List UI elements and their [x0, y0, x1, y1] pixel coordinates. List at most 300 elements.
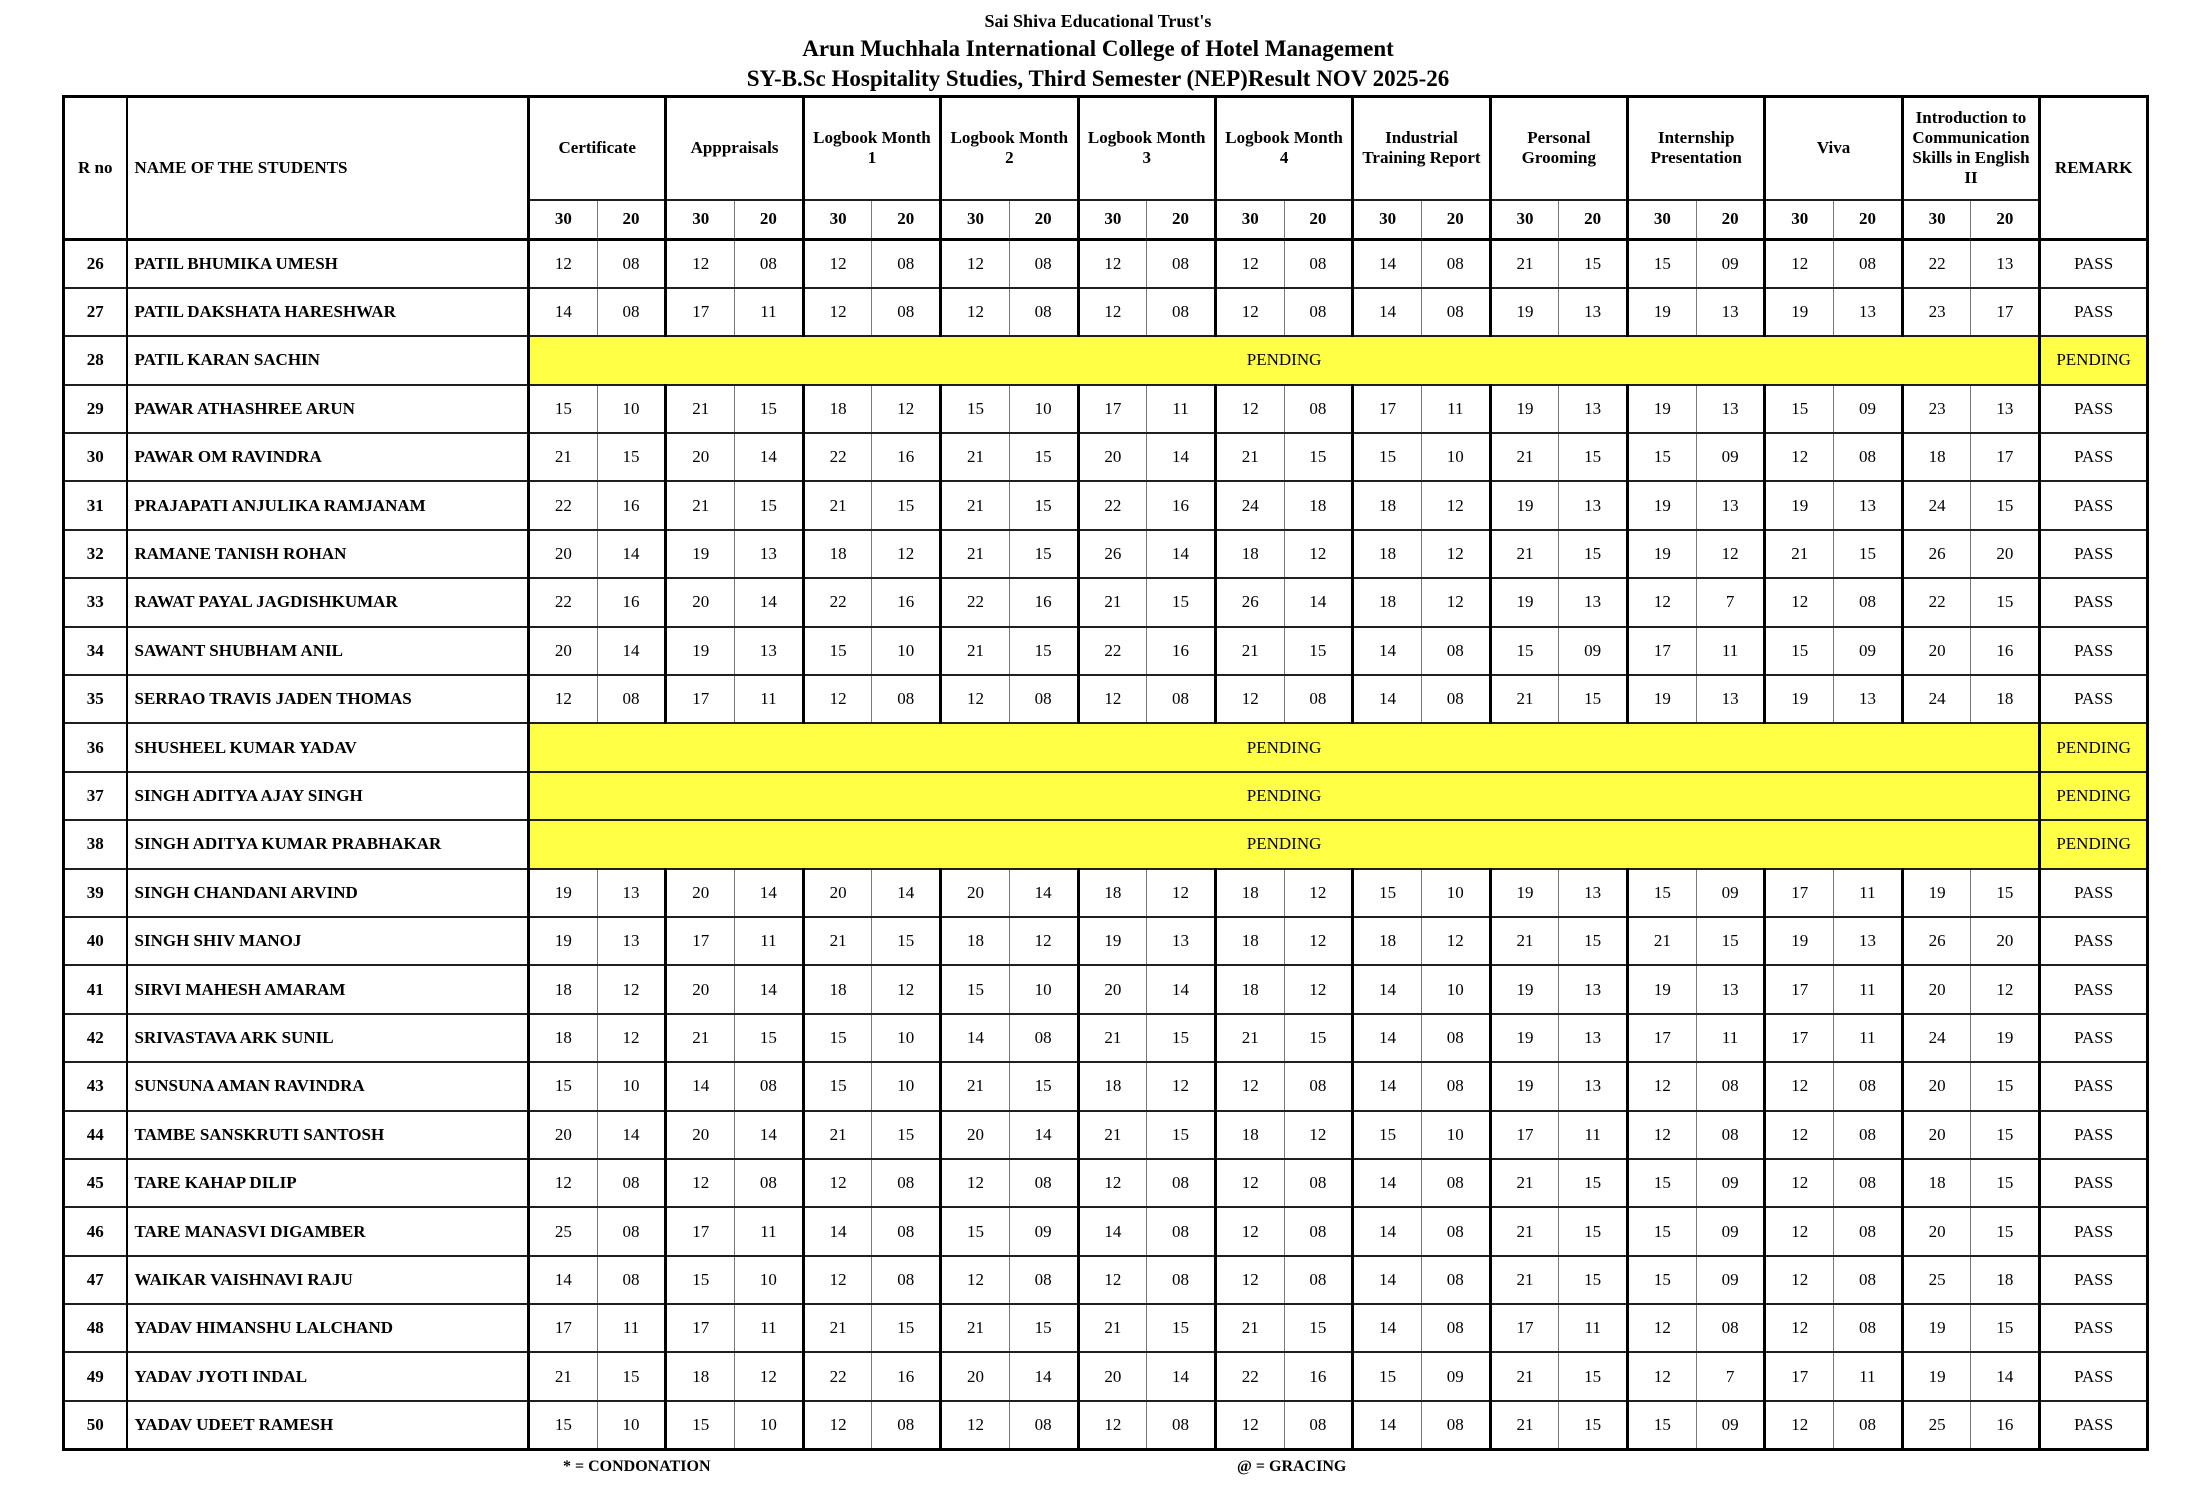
mark-cell: 08 — [1284, 1159, 1353, 1207]
mark-cell: 19 — [1490, 1014, 1559, 1062]
mark-cell: 18 — [1353, 578, 1422, 626]
mark-cell: 15 — [735, 1014, 804, 1062]
mark-cell: 15 — [1628, 869, 1697, 917]
col-header-max-20: 20 — [1284, 200, 1353, 240]
mark-cell: 11 — [1421, 385, 1490, 433]
mark-cell: 15 — [597, 1352, 666, 1400]
mark-cell: 08 — [1834, 433, 1903, 481]
mark-cell: 12 — [1078, 1159, 1147, 1207]
mark-cell: 21 — [666, 481, 735, 529]
mark-cell: 19 — [666, 530, 735, 578]
rno-cell: 28 — [64, 336, 127, 384]
name-cell: PATIL KARAN SACHIN — [127, 336, 529, 384]
col-header-max-20: 20 — [1147, 200, 1216, 240]
mark-cell: 08 — [872, 288, 941, 336]
mark-cell: 08 — [1284, 240, 1353, 288]
mark-cell: 13 — [1696, 965, 1765, 1013]
mark-cell: 11 — [1147, 385, 1216, 433]
mark-cell: 20 — [803, 869, 872, 917]
mark-cell: 12 — [1628, 1304, 1697, 1352]
col-header-max-30: 30 — [1902, 200, 1971, 240]
mark-cell: 21 — [803, 481, 872, 529]
mark-cell: 15 — [1628, 1159, 1697, 1207]
mark-cell: 21 — [803, 1304, 872, 1352]
rno-cell: 35 — [64, 675, 127, 723]
mark-cell: 23 — [1902, 385, 1971, 433]
rno-cell: 47 — [64, 1256, 127, 1304]
table-row — [64, 917, 2148, 965]
mark-cell: 21 — [1490, 1207, 1559, 1255]
rno-cell: 30 — [64, 433, 127, 481]
mark-cell: 24 — [1902, 1014, 1971, 1062]
mark-cell: 19 — [1490, 965, 1559, 1013]
mark-cell: 15 — [1971, 1304, 2040, 1352]
mark-cell: 22 — [1902, 578, 1971, 626]
table-row — [64, 869, 2148, 917]
remark-cell: PASS — [2040, 385, 2148, 433]
mark-cell: 14 — [1353, 288, 1422, 336]
mark-cell: 12 — [1765, 1304, 1834, 1352]
mark-cell: 10 — [872, 1062, 941, 1110]
mark-cell: 21 — [1490, 675, 1559, 723]
mark-cell: 15 — [1147, 1014, 1216, 1062]
mark-cell: 12 — [1421, 530, 1490, 578]
mark-cell: 14 — [1147, 433, 1216, 481]
remark-cell: PASS — [2040, 578, 2148, 626]
mark-cell: 18 — [1215, 1111, 1284, 1159]
col-header-rno: R no — [64, 97, 127, 240]
mark-cell: 12 — [941, 240, 1010, 288]
mark-cell: 12 — [529, 675, 598, 723]
col-header-name: NAME OF THE STUDENTS — [127, 97, 529, 240]
rno-cell: 26 — [64, 240, 127, 288]
col-header-max-20: 20 — [735, 200, 804, 240]
mark-cell: 08 — [1009, 1159, 1078, 1207]
mark-cell: 25 — [1902, 1256, 1971, 1304]
col-header-subject: Internship Presentation — [1628, 97, 1765, 200]
remark-cell: PASS — [2040, 1014, 2148, 1062]
rno-cell: 33 — [64, 578, 127, 626]
mark-cell: 14 — [1353, 1062, 1422, 1110]
mark-cell: 12 — [1215, 240, 1284, 288]
mark-cell: 13 — [1834, 481, 1903, 529]
rno-cell: 40 — [64, 917, 127, 965]
mark-cell: 18 — [941, 917, 1010, 965]
mark-cell: 14 — [1353, 1207, 1422, 1255]
mark-cell: 21 — [1490, 433, 1559, 481]
mark-cell: 15 — [872, 1111, 941, 1159]
mark-cell: 10 — [1421, 869, 1490, 917]
mark-cell: 16 — [1971, 1401, 2040, 1449]
table-row — [64, 530, 2148, 578]
col-header-max-20: 20 — [1971, 200, 2040, 240]
name-cell: SINGH CHANDANI ARVIND — [127, 869, 529, 917]
remark-cell: PASS — [2040, 1352, 2148, 1400]
mark-cell: 18 — [1353, 530, 1422, 578]
remark-cell: PASS — [2040, 869, 2148, 917]
mark-cell: 20 — [666, 578, 735, 626]
mark-cell: 12 — [597, 965, 666, 1013]
mark-cell: 21 — [803, 1111, 872, 1159]
mark-cell: 12 — [529, 1159, 598, 1207]
name-cell: SINGH ADITYA KUMAR PRABHAKAR — [127, 820, 529, 868]
mark-cell: 16 — [1971, 627, 2040, 675]
name-cell: SINGH SHIV MANOJ — [127, 917, 529, 965]
mark-cell: 19 — [1765, 481, 1834, 529]
col-header-subject: Industrial Training Report — [1353, 97, 1490, 200]
mark-cell: 09 — [1834, 385, 1903, 433]
mark-cell: 08 — [872, 240, 941, 288]
rno-cell: 46 — [64, 1207, 127, 1255]
name-cell: PAWAR OM RAVINDRA — [127, 433, 529, 481]
mark-cell: 20 — [1902, 1111, 1971, 1159]
mark-cell: 08 — [735, 240, 804, 288]
mark-cell: 08 — [1834, 1159, 1903, 1207]
mark-cell: 15 — [941, 1207, 1010, 1255]
mark-cell: 20 — [666, 869, 735, 917]
mark-cell: 18 — [529, 965, 598, 1013]
mark-cell: 21 — [1215, 1304, 1284, 1352]
mark-cell: 19 — [1628, 385, 1697, 433]
mark-cell: 12 — [666, 240, 735, 288]
mark-cell: 20 — [1902, 1207, 1971, 1255]
mark-cell: 14 — [735, 1111, 804, 1159]
name-cell: YADAV UDEET RAMESH — [127, 1401, 529, 1449]
mark-cell: 20 — [1078, 1352, 1147, 1400]
document-header — [0, 0, 2196, 94]
mark-cell: 10 — [1421, 1111, 1490, 1159]
mark-cell: 18 — [666, 1352, 735, 1400]
mark-cell: 16 — [872, 433, 941, 481]
mark-cell: 15 — [1284, 433, 1353, 481]
remark-cell: PENDING — [2040, 772, 2148, 820]
mark-cell: 15 — [941, 965, 1010, 1013]
mark-cell: 16 — [1009, 578, 1078, 626]
mark-cell: 14 — [872, 869, 941, 917]
col-header-subject: Apppraisals — [666, 97, 803, 200]
mark-cell: 13 — [1971, 240, 2040, 288]
mark-cell: 11 — [1696, 627, 1765, 675]
mark-cell: 08 — [1147, 1207, 1216, 1255]
table-row — [64, 385, 2148, 433]
mark-cell: 11 — [1834, 965, 1903, 1013]
mark-cell: 18 — [1353, 917, 1422, 965]
mark-cell: 12 — [1215, 1159, 1284, 1207]
mark-cell: 18 — [1078, 869, 1147, 917]
mark-cell: 08 — [597, 288, 666, 336]
mark-cell: 10 — [735, 1401, 804, 1449]
mark-cell: 18 — [1971, 1256, 2040, 1304]
mark-cell: 12 — [1628, 1352, 1697, 1400]
mark-cell: 08 — [1696, 1111, 1765, 1159]
mark-cell: 08 — [872, 675, 941, 723]
remark-cell: PASS — [2040, 1304, 2148, 1352]
mark-cell: 25 — [1902, 1401, 1971, 1449]
mark-cell: 21 — [1765, 530, 1834, 578]
mark-cell: 20 — [666, 965, 735, 1013]
mark-cell: 19 — [1628, 965, 1697, 1013]
table-row — [64, 1256, 2148, 1304]
mark-cell: 13 — [1559, 385, 1628, 433]
mark-cell: 15 — [1971, 481, 2040, 529]
mark-cell: 15 — [1353, 1111, 1422, 1159]
table-row — [64, 965, 2148, 1013]
mark-cell: 12 — [1284, 965, 1353, 1013]
mark-cell: 19 — [1490, 578, 1559, 626]
mark-cell: 14 — [1353, 1401, 1422, 1449]
mark-cell: 09 — [1696, 1159, 1765, 1207]
mark-cell: 21 — [1490, 1256, 1559, 1304]
table-row — [64, 675, 2148, 723]
col-header-subject: Personal Grooming — [1490, 97, 1627, 200]
mark-cell: 22 — [1078, 481, 1147, 529]
name-cell: RAWAT PAYAL JAGDISHKUMAR — [127, 578, 529, 626]
mark-cell: 11 — [1559, 1304, 1628, 1352]
mark-cell: 08 — [1284, 288, 1353, 336]
mark-cell: 12 — [1215, 1256, 1284, 1304]
mark-cell: 15 — [666, 1256, 735, 1304]
rno-cell: 45 — [64, 1159, 127, 1207]
mark-cell: 12 — [941, 1256, 1010, 1304]
mark-cell: 13 — [1696, 385, 1765, 433]
mark-cell: 12 — [1765, 1401, 1834, 1449]
mark-cell: 11 — [735, 917, 804, 965]
mark-cell: 15 — [1559, 1352, 1628, 1400]
mark-cell: 17 — [1765, 965, 1834, 1013]
rno-cell: 49 — [64, 1352, 127, 1400]
mark-cell: 13 — [1559, 288, 1628, 336]
mark-cell: 24 — [1902, 481, 1971, 529]
mark-cell: 20 — [1971, 917, 2040, 965]
mark-cell: 15 — [1559, 675, 1628, 723]
mark-cell: 19 — [1765, 917, 1834, 965]
mark-cell: 08 — [1421, 1062, 1490, 1110]
mark-cell: 22 — [1902, 240, 1971, 288]
mark-cell: 19 — [1902, 1304, 1971, 1352]
mark-cell: 12 — [1765, 433, 1834, 481]
col-header-max-20: 20 — [597, 200, 666, 240]
mark-cell: 12 — [1421, 578, 1490, 626]
mark-cell: 12 — [1765, 1111, 1834, 1159]
mark-cell: 19 — [1971, 1014, 2040, 1062]
mark-cell: 14 — [1147, 965, 1216, 1013]
mark-cell: 08 — [1421, 675, 1490, 723]
mark-cell: 13 — [1559, 869, 1628, 917]
mark-cell: 15 — [529, 1401, 598, 1449]
mark-cell: 19 — [1490, 288, 1559, 336]
mark-cell: 08 — [1284, 1207, 1353, 1255]
mark-cell: 18 — [1902, 1159, 1971, 1207]
mark-cell: 15 — [1009, 1304, 1078, 1352]
col-header-max-20: 20 — [872, 200, 941, 240]
mark-cell: 16 — [1284, 1352, 1353, 1400]
mark-cell: 14 — [529, 288, 598, 336]
mark-cell: 14 — [529, 1256, 598, 1304]
mark-cell: 18 — [1078, 1062, 1147, 1110]
mark-cell: 08 — [1009, 1256, 1078, 1304]
mark-cell: 20 — [529, 530, 598, 578]
mark-cell: 21 — [1628, 917, 1697, 965]
mark-cell: 17 — [1765, 869, 1834, 917]
col-header-max-30: 30 — [1490, 200, 1559, 240]
mark-cell: 22 — [1078, 627, 1147, 675]
mark-cell: 15 — [1971, 1159, 2040, 1207]
col-header-subject: Introduction to Communication Skills in English II — [1902, 97, 2039, 200]
mark-cell: 14 — [735, 433, 804, 481]
mark-cell: 16 — [597, 481, 666, 529]
mark-cell: 15 — [735, 481, 804, 529]
mark-cell: 08 — [872, 1256, 941, 1304]
mark-cell: 09 — [1696, 1207, 1765, 1255]
mark-cell: 08 — [1421, 288, 1490, 336]
mark-cell: 21 — [1490, 1401, 1559, 1449]
mark-cell: 15 — [1009, 481, 1078, 529]
mark-cell: 08 — [597, 675, 666, 723]
mark-cell: 15 — [1628, 1256, 1697, 1304]
mark-cell: 19 — [1628, 288, 1697, 336]
mark-cell: 22 — [941, 578, 1010, 626]
col-header-subject: Logbook Month 3 — [1078, 97, 1215, 200]
pending-cell: PENDING — [529, 723, 2040, 771]
mark-cell: 15 — [1147, 1304, 1216, 1352]
mark-cell: 17 — [1628, 627, 1697, 675]
name-cell: SAWANT SHUBHAM ANIL — [127, 627, 529, 675]
mark-cell: 21 — [1490, 530, 1559, 578]
mark-cell: 17 — [666, 675, 735, 723]
mark-cell: 08 — [1834, 240, 1903, 288]
mark-cell: 14 — [1147, 530, 1216, 578]
name-cell: PATIL BHUMIKA UMESH — [127, 240, 529, 288]
remark-cell: PASS — [2040, 627, 2148, 675]
mark-cell: 14 — [803, 1207, 872, 1255]
mark-cell: 15 — [803, 1062, 872, 1110]
mark-cell: 12 — [1215, 675, 1284, 723]
mark-cell: 22 — [529, 578, 598, 626]
mark-cell: 20 — [529, 1111, 598, 1159]
rno-cell: 44 — [64, 1111, 127, 1159]
mark-cell: 19 — [1628, 675, 1697, 723]
mark-cell: 17 — [666, 288, 735, 336]
name-cell: YADAV JYOTI INDAL — [127, 1352, 529, 1400]
remark-cell: PASS — [2040, 1062, 2148, 1110]
mark-cell: 19 — [1490, 481, 1559, 529]
mark-cell: 14 — [941, 1014, 1010, 1062]
col-header-max-30: 30 — [803, 200, 872, 240]
mark-cell: 15 — [1628, 1207, 1697, 1255]
mark-cell: 10 — [1009, 965, 1078, 1013]
mark-cell: 15 — [666, 1401, 735, 1449]
mark-cell: 13 — [1559, 1014, 1628, 1062]
mark-cell: 12 — [1421, 481, 1490, 529]
mark-cell: 13 — [1834, 675, 1903, 723]
mark-cell: 13 — [1834, 917, 1903, 965]
mark-cell: 15 — [1971, 1207, 2040, 1255]
rno-cell: 39 — [64, 869, 127, 917]
pending-cell: PENDING — [529, 772, 2040, 820]
mark-cell: 11 — [597, 1304, 666, 1352]
mark-cell: 12 — [1421, 917, 1490, 965]
mark-cell: 08 — [1834, 1304, 1903, 1352]
mark-cell: 15 — [1559, 917, 1628, 965]
mark-cell: 14 — [1078, 1207, 1147, 1255]
mark-cell: 21 — [1078, 1304, 1147, 1352]
remark-cell: PASS — [2040, 1207, 2148, 1255]
mark-cell: 09 — [1696, 1401, 1765, 1449]
mark-cell: 15 — [1559, 1256, 1628, 1304]
mark-cell: 20 — [941, 1352, 1010, 1400]
mark-cell: 12 — [803, 1401, 872, 1449]
mark-cell: 19 — [1078, 917, 1147, 965]
remark-cell: PASS — [2040, 240, 2148, 288]
mark-cell: 08 — [1147, 675, 1216, 723]
mark-cell: 10 — [597, 1062, 666, 1110]
rno-cell: 42 — [64, 1014, 127, 1062]
mark-cell: 12 — [941, 1159, 1010, 1207]
mark-cell: 12 — [872, 530, 941, 578]
col-header-max-30: 30 — [1353, 200, 1422, 240]
mark-cell: 12 — [803, 240, 872, 288]
rno-cell: 32 — [64, 530, 127, 578]
mark-cell: 12 — [1078, 675, 1147, 723]
mark-cell: 08 — [1421, 1401, 1490, 1449]
mark-cell: 17 — [666, 1304, 735, 1352]
mark-cell: 15 — [1147, 578, 1216, 626]
mark-cell: 15 — [1971, 578, 2040, 626]
rno-cell: 41 — [64, 965, 127, 1013]
mark-cell: 15 — [1009, 433, 1078, 481]
mark-cell: 18 — [1902, 433, 1971, 481]
mark-cell: 08 — [872, 1401, 941, 1449]
mark-cell: 14 — [1009, 869, 1078, 917]
mark-cell: 19 — [1902, 869, 1971, 917]
mark-cell: 21 — [1215, 1014, 1284, 1062]
mark-cell: 22 — [529, 481, 598, 529]
table-row — [64, 433, 2148, 481]
mark-cell: 19 — [1490, 385, 1559, 433]
mark-cell: 15 — [941, 385, 1010, 433]
mark-cell: 15 — [1628, 240, 1697, 288]
mark-cell: 20 — [666, 1111, 735, 1159]
mark-cell: 14 — [735, 578, 804, 626]
mark-cell: 13 — [1696, 288, 1765, 336]
mark-cell: 16 — [872, 1352, 941, 1400]
mark-cell: 7 — [1696, 1352, 1765, 1400]
mark-cell: 12 — [1147, 1062, 1216, 1110]
mark-cell: 08 — [1834, 1401, 1903, 1449]
name-cell: TARE KAHAP DILIP — [127, 1159, 529, 1207]
mark-cell: 08 — [1009, 288, 1078, 336]
mark-cell: 12 — [803, 288, 872, 336]
rno-cell: 50 — [64, 1401, 127, 1449]
mark-cell: 12 — [1284, 1111, 1353, 1159]
remark-cell: PENDING — [2040, 820, 2148, 868]
rno-cell: 48 — [64, 1304, 127, 1352]
remark-cell: PASS — [2040, 1401, 2148, 1449]
mark-cell: 20 — [1078, 433, 1147, 481]
mark-cell: 11 — [1834, 869, 1903, 917]
col-header-max-30: 30 — [666, 200, 735, 240]
mark-cell: 08 — [597, 1256, 666, 1304]
gracing-note: @ = GRACING — [1237, 1458, 1347, 1475]
mark-cell: 11 — [1559, 1111, 1628, 1159]
mark-cell: 18 — [1215, 917, 1284, 965]
mark-cell: 15 — [1559, 1159, 1628, 1207]
mark-cell: 12 — [1215, 385, 1284, 433]
mark-cell: 09 — [1696, 869, 1765, 917]
remark-cell: PASS — [2040, 1256, 2148, 1304]
mark-cell: 11 — [1834, 1014, 1903, 1062]
mark-cell: 15 — [1009, 627, 1078, 675]
